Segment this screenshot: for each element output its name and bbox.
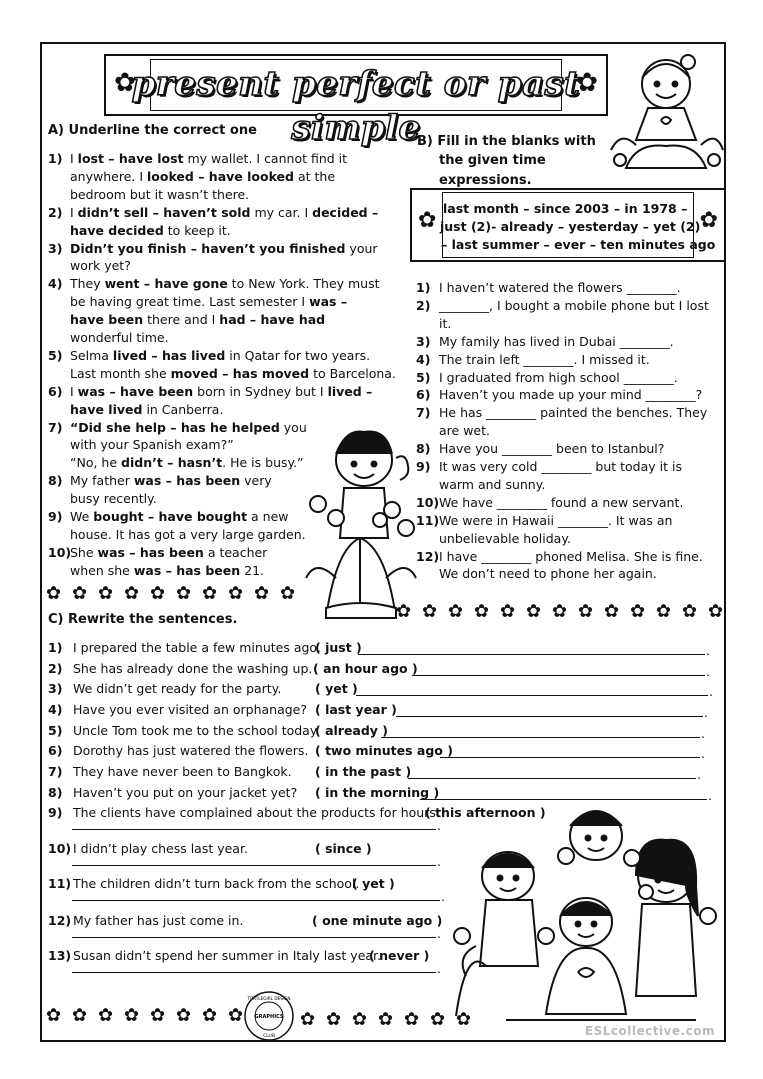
sentence-text: The clients have complained about the products for hours.	[73, 805, 440, 820]
clover-icon: ✿	[418, 208, 437, 233]
item-number: 6)	[48, 383, 63, 399]
answer-option: have lived	[70, 401, 143, 417]
item-number: 3)	[48, 240, 63, 256]
clover-icon: ✿	[578, 601, 594, 622]
clover-icon: ✿	[98, 1005, 114, 1026]
sentence-text: be having great time. Last semester I	[70, 294, 310, 310]
clover-icon: ✿	[98, 583, 114, 604]
clover-icon: ✿	[699, 208, 718, 233]
time-hint: ( an hour ago )	[313, 661, 418, 676]
clover-icon: ✿	[72, 583, 88, 604]
clover-icon: ✿	[526, 601, 542, 622]
clover-icon: ✿	[150, 583, 166, 604]
item-number: 12)	[416, 548, 440, 564]
time-hint: ( just )	[315, 640, 362, 655]
sentence-text: . He is busy.”	[222, 455, 304, 471]
item-number: 5)	[48, 723, 63, 738]
clover-icon: ✿	[552, 601, 568, 622]
item-number: 4)	[48, 702, 63, 717]
sentence-line: I have ________ phoned Melisa. She is fine.	[439, 548, 703, 564]
item-number: 4)	[416, 351, 431, 367]
answer-option: bought – have bought	[93, 509, 248, 524]
clover-icon: ✿	[604, 601, 620, 622]
clover-icon: ✿	[396, 601, 412, 622]
item-number: 11)	[416, 512, 440, 528]
answer-line	[412, 675, 705, 676]
sentence-line	[70, 490, 157, 508]
sentence-line	[70, 544, 267, 562]
line-end-dot: .	[706, 643, 710, 658]
sentence-line: We were in Hawaii ________. It was an	[439, 512, 673, 528]
answer-line	[358, 654, 705, 655]
clover-icon: ✿	[72, 1005, 88, 1026]
sentence-text: at the	[293, 168, 336, 184]
clover-icon: ✿	[202, 583, 218, 604]
clover-icon: ✿	[430, 1009, 446, 1030]
sentence-line: I graduated from high school ________.	[439, 369, 678, 385]
sentence-text: She has already done the washing up.	[73, 661, 313, 676]
clover-icon: ✿	[176, 583, 192, 604]
clover-icon: ✿	[352, 1009, 368, 1030]
clover-icon: ✿	[176, 1005, 192, 1026]
worksheet-title: present perfect or past simple	[131, 64, 581, 148]
clover-icon: ✿	[114, 68, 136, 98]
item-number: 3)	[48, 681, 63, 696]
time-hint: ( one minute ago )	[312, 913, 443, 928]
clover-icon: ✿	[202, 1005, 218, 1026]
sentence-text: “No, he	[70, 455, 122, 471]
section-b-heading-line: the given time	[439, 153, 546, 168]
sentence-line	[70, 293, 347, 311]
time-hint: ( two minutes ago )	[315, 743, 453, 758]
stamp-text: CLUB	[263, 1034, 275, 1039]
time-hint: ( this afternoon )	[425, 805, 546, 820]
sentence-text: Susan didn’t spend her summer in Italy last year.	[73, 948, 382, 963]
clover-icon: ✿	[280, 583, 296, 604]
time-hint: ( in the morning )	[315, 785, 440, 800]
answer-line	[72, 829, 436, 830]
answer-option: have been	[70, 312, 144, 328]
sentence-line	[70, 240, 378, 258]
sentence-text: you	[279, 419, 307, 435]
answer-option: “Did she help – has he helped	[70, 419, 280, 435]
clover-icon: ✿	[46, 1005, 62, 1026]
sentence-text: with your Spanish exam?”	[70, 437, 234, 453]
clover-icon: ✿	[448, 601, 464, 622]
item-number: 2)	[48, 661, 63, 676]
sentence-text: my wallet. I cannot find it	[183, 151, 348, 166]
sentence-line	[70, 383, 372, 401]
sentence-text: I	[70, 204, 78, 220]
item-number: 7)	[416, 405, 431, 421]
clover-icon: ✿	[254, 583, 270, 604]
answer-option: was –	[309, 294, 348, 310]
sentence-text: The children didn’t turn back from the school.	[73, 876, 360, 891]
line-end-dot: .	[437, 926, 441, 941]
stamp-text: TÜRTLEGIRL DESIGN	[247, 996, 291, 1001]
section-c-heading: C) Rewrite the sentences.	[48, 612, 238, 627]
sentence-line	[70, 150, 347, 168]
sentence-line	[70, 472, 272, 490]
sentence-line	[70, 257, 131, 275]
clover-icon: ✿	[422, 601, 438, 622]
item-number: 10)	[416, 494, 440, 510]
sentence-line: Have you ________ been to Istanbul?	[439, 441, 665, 457]
line-end-dot: .	[704, 705, 708, 720]
item-number: 12)	[48, 913, 72, 928]
item-number: 2)	[48, 204, 63, 220]
item-number: 9)	[416, 459, 431, 474]
expression-line: last month – since 2003 – in 1978 –	[443, 201, 688, 216]
time-hint: ( in the past )	[315, 764, 412, 779]
item-number: 2)	[416, 297, 431, 313]
sentence-line	[70, 168, 335, 186]
item-number: 1)	[48, 151, 63, 166]
item-number: 1)	[48, 640, 63, 655]
sentence-line	[70, 222, 231, 240]
sentence-line	[70, 186, 249, 204]
sentence-text: We	[70, 509, 94, 524]
watermark: ESLcollective.com	[584, 1024, 715, 1038]
clover-icon: ✿	[656, 601, 672, 622]
sentence-line	[70, 454, 304, 472]
sentence-text: your	[345, 240, 378, 256]
answer-option: was – has been	[133, 562, 241, 578]
answer-option: was – have been	[77, 383, 194, 399]
sentence-line	[70, 311, 325, 329]
sentence-line	[70, 329, 169, 347]
answer-option: lived – has lived	[112, 347, 226, 363]
time-hint: ( never )	[369, 948, 430, 963]
clover-icon: ✿	[326, 1009, 342, 1030]
sentence-line: I haven’t watered the flowers ________.	[439, 280, 681, 295]
answer-option: was – has been	[133, 473, 241, 489]
answer-option: didn’t – hasn’t	[121, 455, 223, 471]
clover-icon: ✿	[576, 68, 598, 98]
sentence-text: born in Sydney but I	[193, 383, 328, 399]
expression-line: – last summer – ever – ten minutes ago	[441, 237, 716, 252]
clover-icon: ✿	[474, 601, 490, 622]
item-number: 11)	[48, 876, 72, 891]
sentence-text: I prepared the table a few minutes ago.	[73, 640, 321, 655]
sentence-text: very	[240, 473, 272, 489]
sentence-line: it.	[439, 315, 452, 331]
answer-line	[396, 716, 703, 717]
children-with-flowers-illustration	[446, 796, 720, 1022]
sentence-line: It was very cold ________ but today it is	[439, 459, 682, 474]
item-number: 3)	[416, 333, 431, 349]
answer-option: decided –	[312, 204, 379, 220]
time-hint: ( last year )	[315, 702, 397, 717]
answer-line	[72, 937, 436, 938]
item-number: 8)	[48, 785, 63, 800]
sentence-text: when she	[70, 562, 134, 578]
sentence-text: They	[70, 276, 105, 292]
sentence-text: Dorothy has just watered the flowers.	[73, 743, 309, 758]
line-end-dot: .	[437, 961, 441, 976]
sentence-line	[70, 365, 396, 383]
answer-line	[72, 972, 436, 973]
line-end-dot: .	[437, 854, 441, 869]
sentence-text: I	[70, 151, 78, 166]
sentence-text: We didn’t get ready for the party.	[73, 681, 282, 696]
sentence-line	[70, 401, 223, 419]
sentence-text: Last month she	[70, 365, 171, 381]
answer-line	[356, 695, 708, 696]
sentence-line: are wet.	[439, 423, 490, 439]
clover-icon: ✿	[708, 601, 724, 622]
item-number: 6)	[48, 743, 63, 758]
sentence-line: The train left ________. I missed it.	[439, 351, 650, 367]
item-number: 10)	[48, 841, 72, 856]
clover-icon: ✿	[404, 1009, 420, 1030]
answer-option: was – has been	[97, 544, 204, 560]
clover-icon: ✿	[228, 1005, 244, 1026]
item-number: 1)	[416, 280, 431, 295]
answer-option: didn’t sell – haven’t sold	[77, 204, 251, 220]
clover-icon: ✿	[150, 1005, 166, 1026]
clover-icon: ✿	[124, 1005, 140, 1026]
sentence-text: wonderful time.	[70, 330, 169, 345]
sentence-text: bedroom but it wasn’t there.	[70, 186, 250, 202]
sentence-line: warm and sunny.	[439, 476, 546, 492]
item-number: 5)	[416, 369, 431, 385]
sentence-text: She	[70, 544, 98, 560]
clover-icon: ✿	[124, 583, 140, 604]
item-number: 9)	[48, 509, 63, 524]
time-hint: ( yet )	[315, 681, 358, 696]
sentence-line	[70, 508, 289, 526]
answer-option: looked – have looked	[146, 168, 294, 184]
sentence-text: I	[70, 383, 78, 399]
sentence-text: my car. I	[250, 204, 313, 220]
sentence-text: busy recently.	[70, 491, 157, 507]
item-number: 8)	[48, 473, 63, 489]
sentence-text: anywhere. I	[70, 168, 147, 184]
sentence-text: there and I	[143, 312, 220, 328]
line-end-dot: .	[701, 746, 705, 761]
item-number: 6)	[416, 387, 431, 403]
answer-line	[72, 865, 436, 866]
line-end-dot: .	[441, 889, 445, 904]
sentence-text: to Barcelona.	[309, 365, 396, 381]
section-b-heading-line: expressions.	[439, 173, 532, 188]
sentence-text: I didn’t play chess last year.	[73, 841, 248, 856]
line-end-dot: .	[709, 684, 713, 699]
graphics-club-stamp	[240, 990, 298, 1042]
girl-with-flowers-illustration	[606, 50, 726, 180]
sentence-line	[70, 562, 264, 580]
time-hint: ( yet )	[352, 876, 395, 891]
sentence-text: My father	[70, 473, 134, 489]
line-end-dot: .	[706, 664, 710, 679]
answer-option: moved – has moved	[170, 365, 310, 381]
section-a-heading: A) Underline the correct one	[48, 123, 257, 138]
item-number: 4)	[48, 276, 63, 292]
time-hint: ( already )	[315, 723, 389, 738]
sentence-text: Selma	[70, 347, 113, 363]
line-end-dot: .	[701, 726, 705, 741]
answer-line	[408, 778, 696, 779]
sentence-line: Haven’t you made up your mind ________?	[439, 387, 703, 403]
clover-icon: ✿	[378, 1009, 394, 1030]
sentence-line: We have ________ found a new servant.	[439, 494, 684, 510]
answer-option: Didn’t you finish – haven’t you finished	[70, 240, 346, 256]
answer-option: have decided	[70, 222, 164, 238]
clover-icon: ✿	[46, 583, 62, 604]
item-number: 5)	[48, 347, 63, 363]
answer-option: lost – have lost	[77, 151, 184, 166]
clover-icon: ✿	[630, 601, 646, 622]
answer-line	[72, 900, 440, 901]
sentence-text: a new	[247, 509, 289, 524]
item-number: 9)	[48, 805, 63, 820]
sentence-text: a teacher	[203, 544, 268, 560]
answer-line	[440, 757, 700, 758]
sentence-text: to keep it.	[163, 222, 231, 238]
sentence-line: He has ________ painted the benches. They	[439, 405, 708, 421]
answer-option: went – have gone	[104, 276, 228, 292]
stamp-text: GRAPHICS	[254, 1014, 284, 1020]
sentence-text: Have you ever visited an orphanage?	[73, 702, 308, 717]
sentence-line	[70, 347, 370, 365]
sentence-text: to New York. They must	[227, 276, 380, 292]
sentence-line	[70, 275, 380, 293]
sentence-text: in Qatar for two years.	[225, 347, 371, 363]
sentence-line: My family has lived in Dubai ________.	[439, 333, 674, 349]
sentence-text: work yet?	[70, 258, 131, 274]
sentence-text: Haven’t you put on your jacket yet?	[73, 785, 298, 800]
expression-line: just (2)- already – yesterday – yet (2)	[440, 219, 701, 234]
clover-icon: ✿	[228, 583, 244, 604]
clover-icon: ✿	[456, 1009, 472, 1030]
line-end-dot: .	[708, 788, 712, 803]
time-hint: ( since )	[315, 841, 372, 856]
line-end-dot: .	[697, 767, 701, 782]
sentence-line: We don’t need to phone her again.	[439, 566, 657, 582]
answer-line	[381, 737, 700, 738]
item-number: 7)	[48, 764, 63, 779]
sentence-line	[70, 204, 378, 222]
item-number: 13)	[48, 948, 72, 963]
sentence-text: in Canberra.	[142, 401, 224, 417]
sentence-line	[70, 436, 234, 454]
answer-option: lived –	[327, 383, 373, 399]
line-end-dot: .	[437, 818, 441, 833]
clover-icon: ✿	[682, 601, 698, 622]
sentence-line	[70, 526, 306, 544]
answer-option: had – have had	[219, 312, 326, 328]
sentence-text: My father has just come in.	[73, 913, 244, 928]
section-b-heading-line: B) Fill in the blanks with	[417, 134, 596, 149]
item-number: 7)	[48, 419, 63, 435]
sentence-line: ________, I bought a mobile phone but I lost	[439, 297, 709, 313]
clover-icon: ✿	[300, 1009, 316, 1030]
clover-icon: ✿	[500, 601, 516, 622]
sentence-line	[70, 419, 307, 437]
sentence-line: unbelievable holiday.	[439, 530, 571, 546]
sentence-text: Uncle Tom took me to the school today.	[73, 723, 320, 738]
sentence-text: house. It has got a very large garden.	[70, 526, 306, 542]
sentence-text: 21.	[240, 562, 265, 578]
sentence-text: They have never been to Bangkok.	[73, 764, 292, 779]
item-number: 8)	[416, 441, 431, 457]
item-number: 10)	[48, 544, 72, 560]
boy-with-flowers-illustration	[296, 418, 426, 618]
